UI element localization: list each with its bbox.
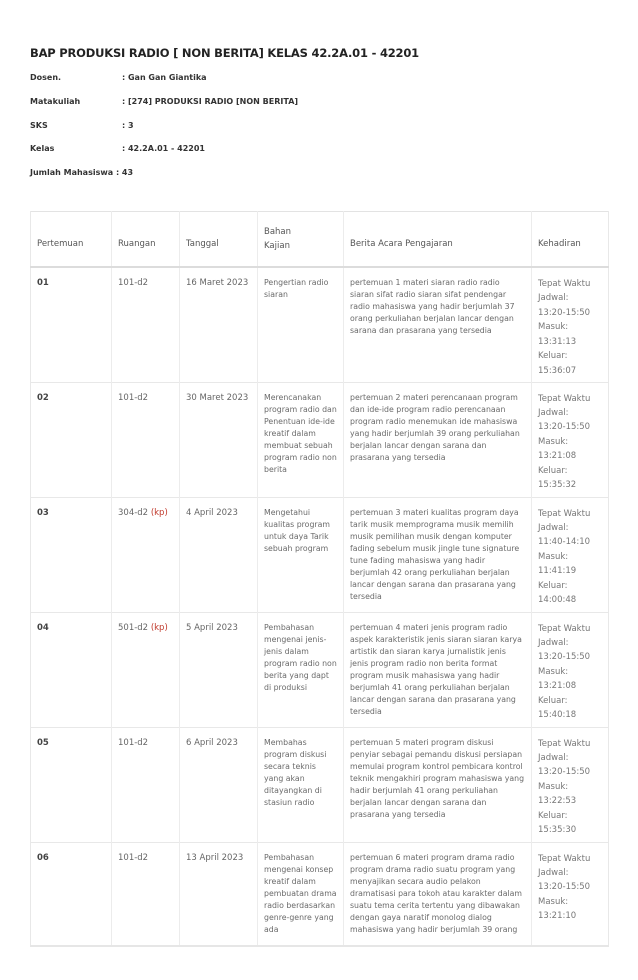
att-keluar: 15:40:18 (538, 710, 577, 721)
cell-bahan-kajian: Pembahasan mengenai konsep kreatif dalam pembuatan drama radio berdasarkan genre-genre yang ada (258, 842, 344, 946)
info-value: : 3 (122, 121, 134, 130)
cell-kehadiran (532, 842, 609, 946)
info-label: Matakuliah (30, 97, 81, 106)
att-masuk: 13:22:53 (538, 796, 577, 807)
cell-pertemuan: 06 (31, 842, 112, 946)
cell-ruangan (112, 497, 180, 612)
info-label: Dosen. (30, 73, 62, 82)
bap-table (30, 211, 609, 947)
att-keluar: 15:35:32 (538, 480, 577, 491)
room-code: 101-d2 (118, 278, 149, 288)
cell-bahan-kajian: Pengertian radio siaran (258, 267, 344, 382)
header-kehadiran: Kehadiran (532, 212, 609, 268)
att-status: Tepat Waktu (538, 623, 591, 634)
att-jadwal-label: Jadwal: (538, 522, 569, 533)
info-value: : 43 (115, 168, 134, 177)
info-value: : [274] PRODUKSI RADIO [NON BERITA] (122, 97, 299, 106)
cell-berita-acara: pertemuan 6 materi program drama radio program drama radio suatu program yang menyajikan secara audio pelakon dramatisasi para tokoh atau karakter dalam suatu tema cerita tertentu yang dibawakan dengan gaya naratif monolog dialog mahasiswa yang hadir berjumlah 39 orang (344, 842, 532, 946)
cell-berita-acara: pertemuan 2 materi perencanaan program dan ide-ide program radio perencanaan program radio menemukan ide mahasiswa yang hadir berjumlah 39 orang perkuliahan berjalan lancar dengan sarana dan prasarana yang tersedia (344, 382, 532, 497)
info-matakuliah (30, 97, 298, 106)
att-keluar-label: Keluar: (538, 580, 568, 591)
cell-tanggal: 16 Maret 2023 (180, 267, 258, 382)
att-jadwal: 11:40-14:10 (538, 537, 591, 548)
cell-tanggal: 13 April 2023 (180, 842, 258, 946)
cell-kehadiran (532, 727, 609, 842)
info-dosen (30, 73, 207, 82)
att-masuk: 13:21:10 (538, 911, 577, 922)
att-jadwal-label: Jadwal: (538, 293, 569, 304)
att-jadwal: 13:20-15:50 (538, 307, 591, 318)
cell-ruangan (112, 267, 180, 382)
cell-kehadiran (532, 267, 609, 382)
att-masuk: 13:21:08 (538, 451, 577, 462)
att-keluar-label: Keluar: (538, 695, 568, 706)
info-kelas (30, 144, 205, 153)
att-jadwal-label: Jadwal: (538, 637, 569, 648)
cell-pertemuan: 05 (31, 727, 112, 842)
att-keluar-label: Keluar: (538, 465, 568, 476)
att-masuk-label: Masuk: (538, 551, 569, 562)
cell-berita-acara: pertemuan 4 materi jenis program radio aspek karakteristik jenis siaran siaran karya artistik dan siaran karya jurnalistik jenis jenis program radio non berita format program musik mahasiswa yang hadir berjumlah 41 orang perkuliahan berjalan lancar dengan sarana dan prasarana yang tersedia (344, 612, 532, 727)
cell-pertemuan: 04 (31, 612, 112, 727)
cell-pertemuan: 03 (31, 497, 112, 612)
header-berita-acara: Berita Acara Pengajaran (344, 212, 532, 268)
header-pertemuan: Pertemuan (31, 212, 112, 268)
cell-kehadiran (532, 612, 609, 727)
cell-pertemuan: 01 (31, 267, 112, 382)
header-bahan-kajian (258, 212, 344, 268)
att-status: Tepat Waktu (538, 279, 591, 289)
info-label: Jumlah Mahasiswa (30, 168, 114, 177)
att-jadwal-label: Jadwal: (538, 407, 569, 418)
cell-bahan-kajian: Pembahasan mengenai jenis-jenis dalam program radio non berita yang dapt di produksi (258, 612, 344, 727)
att-jadwal-label: Jadwal: (538, 867, 569, 878)
att-jadwal: 13:20-15:50 (538, 882, 591, 893)
table-header-row (31, 212, 609, 268)
cell-pertemuan: 02 (31, 382, 112, 497)
cell-berita-acara: pertemuan 3 materi kualitas program daya tarik musik memprograma musik memilih musik pemilihan musik dengan komputer fading sebelum musik jingle tune signature tune fading mahasiswa yang hadir berjumlah 42 orang perkuliahan berjalan lancar dengan sarana dan prasarana yang tersedia (344, 497, 532, 612)
cell-ruangan (112, 842, 180, 946)
att-keluar-label: Keluar: (538, 810, 568, 821)
cell-tanggal: 5 April 2023 (180, 612, 258, 727)
cell-berita-acara: pertemuan 5 materi program diskusi penyiar sebagai pemandu diskusi persiapan memulai program kontrol pembicara kontrol teknik mengakhiri program mahasiswa yang hadir berjumlah 41 orang perkuliahan berjalan lancar dengan sarana dan prasarana yang tersedia (344, 727, 532, 842)
info-label: SKS (30, 121, 48, 130)
att-masuk: 13:21:08 (538, 681, 577, 692)
room-code: 501-d2 (118, 622, 149, 633)
cell-ruangan (112, 612, 180, 727)
table-row (31, 497, 609, 612)
att-status: Tepat Waktu (538, 393, 591, 404)
page-title: BAP PRODUKSI RADIO [ NON BERITA] KELAS 42.2A.01 - 42201 (30, 46, 419, 60)
cell-kehadiran (532, 497, 609, 612)
att-keluar: 15:35:30 (538, 825, 577, 836)
cell-tanggal: 6 April 2023 (180, 727, 258, 842)
att-jadwal: 13:20-15:50 (538, 422, 591, 433)
cell-ruangan (112, 382, 180, 497)
info-jumlah-mahasiswa (30, 168, 133, 177)
info-sks (30, 121, 134, 130)
info-value: : 42.2A.01 - 42201 (122, 144, 205, 153)
header-ruangan: Ruangan (112, 212, 180, 268)
header-bahan-line1: Bahan (264, 226, 292, 237)
att-masuk-label: Masuk: (538, 666, 569, 677)
cell-bahan-kajian: Membahas program diskusi secara teknis yang akan ditayangkan di stasiun radio (258, 727, 344, 842)
cell-berita-acara: pertemuan 1 materi siaran radio radio siaran sifat radio siaran sifat pendengar radio mahasiswa yang hadir berjumlah 37 orang perkuliahan berjalan lancar dengan sarana dan prasarana yang tersedia (344, 267, 532, 382)
info-value: : Gan Gan Giantika (122, 73, 207, 82)
cell-kehadiran (532, 382, 609, 497)
cell-bahan-kajian: Merencanakan program radio dan Penentuan ide-ide kreatif dalam membuat sebuah program radio non berita (258, 382, 344, 497)
att-keluar-label: Keluar: (538, 351, 568, 362)
att-masuk-label: Masuk: (538, 781, 569, 792)
att-masuk-label: Masuk: (538, 896, 569, 907)
table-row (31, 727, 609, 842)
att-masuk: 13:31:13 (538, 336, 577, 347)
info-label: Kelas (30, 144, 55, 153)
table-row (31, 382, 609, 497)
header-tanggal: Tanggal (180, 212, 258, 268)
cell-ruangan (112, 727, 180, 842)
att-masuk-label: Masuk: (538, 322, 569, 333)
att-jadwal: 13:20-15:50 (538, 767, 591, 778)
room-code: 304-d2 (118, 507, 149, 518)
att-masuk-label: Masuk: (538, 436, 569, 447)
table-row (31, 842, 609, 946)
att-keluar: 14:00:48 (538, 595, 577, 606)
room-code: 101-d2 (118, 852, 149, 863)
table-row (31, 267, 609, 382)
att-jadwal-label: Jadwal: (538, 752, 569, 763)
att-status: Tepat Waktu (538, 738, 591, 749)
kp-badge: (kp) (150, 507, 168, 518)
att-keluar: 15:36:07 (538, 365, 577, 376)
cell-tanggal: 30 Maret 2023 (180, 382, 258, 497)
kp-badge: (kp) (150, 622, 168, 633)
cell-tanggal: 4 April 2023 (180, 497, 258, 612)
header-bahan-line2: Kajian (264, 241, 290, 251)
room-code: 101-d2 (118, 392, 149, 403)
att-jadwal: 13:20-15:50 (538, 652, 591, 663)
room-code: 101-d2 (118, 737, 149, 748)
att-status: Tepat Waktu (538, 853, 591, 864)
att-status: Tepat Waktu (538, 508, 591, 519)
att-masuk: 11:41:19 (538, 566, 577, 577)
table-row (31, 612, 609, 727)
cell-bahan-kajian: Mengetahui kualitas program untuk daya Tarik sebuah program (258, 497, 344, 612)
